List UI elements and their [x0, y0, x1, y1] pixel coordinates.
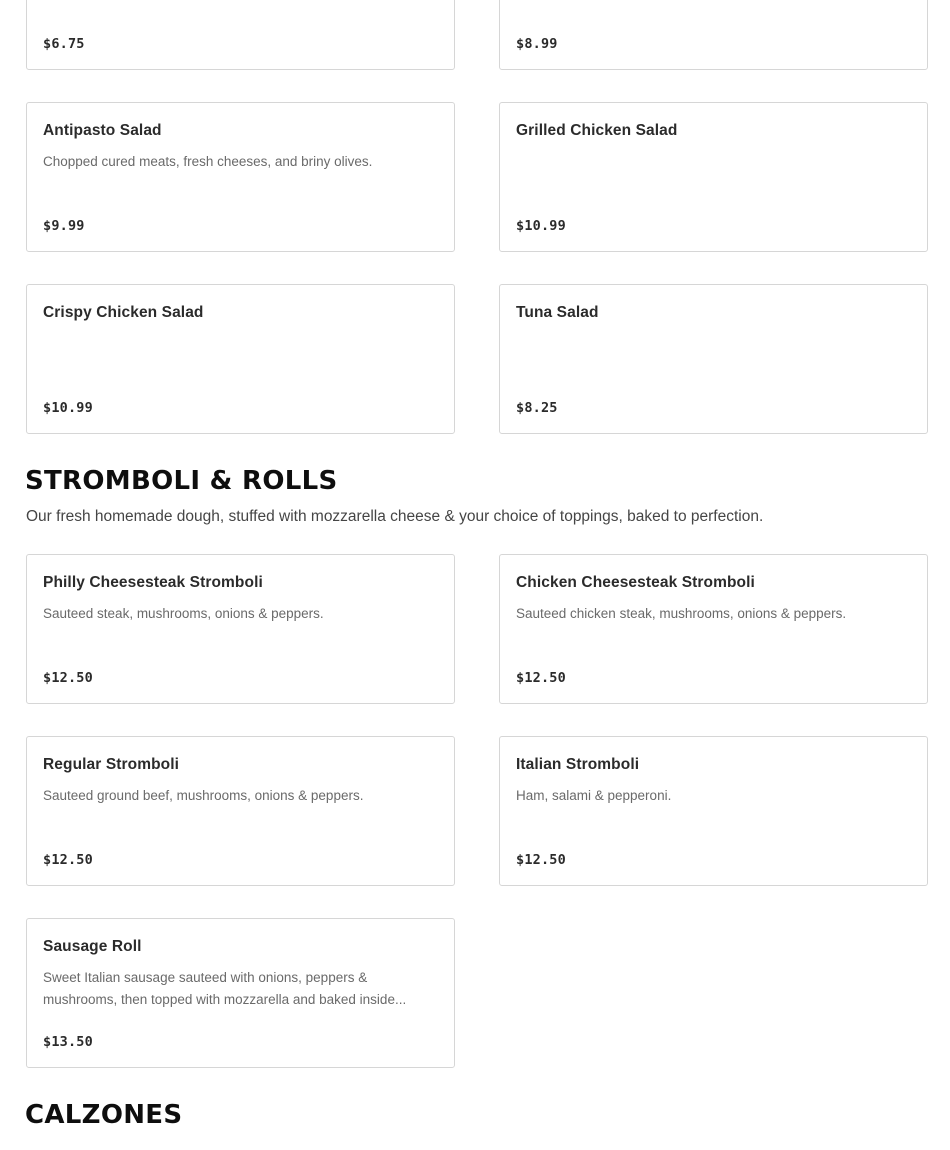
section-title-stromboli: STROMBOLI & ROLLS — [25, 466, 338, 496]
menu-item-description: Chopped cured meats, fresh cheeses, and briny olives. — [43, 154, 373, 169]
menu-item-description: Sweet Italian sausage sauteed with onions, peppers & mushrooms, then topped with mozzarella and baked inside... — [43, 970, 407, 1007]
menu-item-name: Grilled Chicken Salad — [516, 122, 678, 139]
menu-item-price: $6.75 — [43, 36, 85, 52]
menu-item-name: Regular Stromboli — [43, 756, 180, 773]
menu-item-card[interactable] — [26, 736, 455, 886]
menu-item-price: $9.99 — [43, 218, 85, 234]
menu-item-price: $10.99 — [43, 400, 93, 416]
menu-item-price: $8.25 — [516, 400, 558, 416]
section-subtitle-stromboli: Our fresh homemade dough, stuffed with mozzarella cheese & your choice of toppings, baked to perfection. — [26, 508, 764, 525]
menu-item-description: Sauteed ground beef, mushrooms, onions & peppers. — [43, 788, 364, 803]
menu-item-price: $12.50 — [43, 670, 93, 686]
menu-item-name: Sausage Roll — [43, 938, 142, 955]
section-title-calzones: CALZONES — [25, 1100, 183, 1130]
menu-item-price: $12.50 — [516, 670, 566, 686]
menu-item-name: Philly Cheesesteak Stromboli — [43, 574, 263, 591]
menu-item-card[interactable] — [499, 102, 928, 252]
menu-item-price: $12.50 — [516, 852, 566, 868]
menu-item-price: $13.50 — [43, 1034, 93, 1050]
menu-item-name: Tuna Salad — [516, 304, 599, 321]
menu-item-description: Sauteed steak, mushrooms, onions & peppers. — [43, 606, 324, 621]
menu-item-card[interactable] — [26, 554, 455, 704]
menu-item-card[interactable] — [499, 554, 928, 704]
menu-item-card[interactable] — [26, 102, 455, 252]
menu-item-price: $12.50 — [43, 852, 93, 868]
menu-item-description: Sauteed chicken steak, mushrooms, onions & peppers. — [516, 606, 847, 621]
menu-item-name: Crispy Chicken Salad — [43, 304, 204, 321]
menu-item-price: $10.99 — [516, 218, 566, 234]
menu-item-name: Chicken Cheesesteak Stromboli — [516, 574, 755, 591]
menu-item-card[interactable] — [499, 0, 928, 70]
menu-item-price: $8.99 — [516, 36, 558, 52]
menu-item-card[interactable] — [26, 918, 455, 1068]
menu-item-card[interactable] — [26, 284, 455, 434]
menu-item-card[interactable] — [499, 284, 928, 434]
menu-item-card[interactable] — [499, 736, 928, 886]
menu-item-name: Italian Stromboli — [516, 756, 640, 773]
menu-item-name: Antipasto Salad — [43, 122, 162, 139]
menu-item-description: Ham, salami & pepperoni. — [516, 788, 672, 803]
menu-item-card[interactable] — [26, 0, 455, 70]
